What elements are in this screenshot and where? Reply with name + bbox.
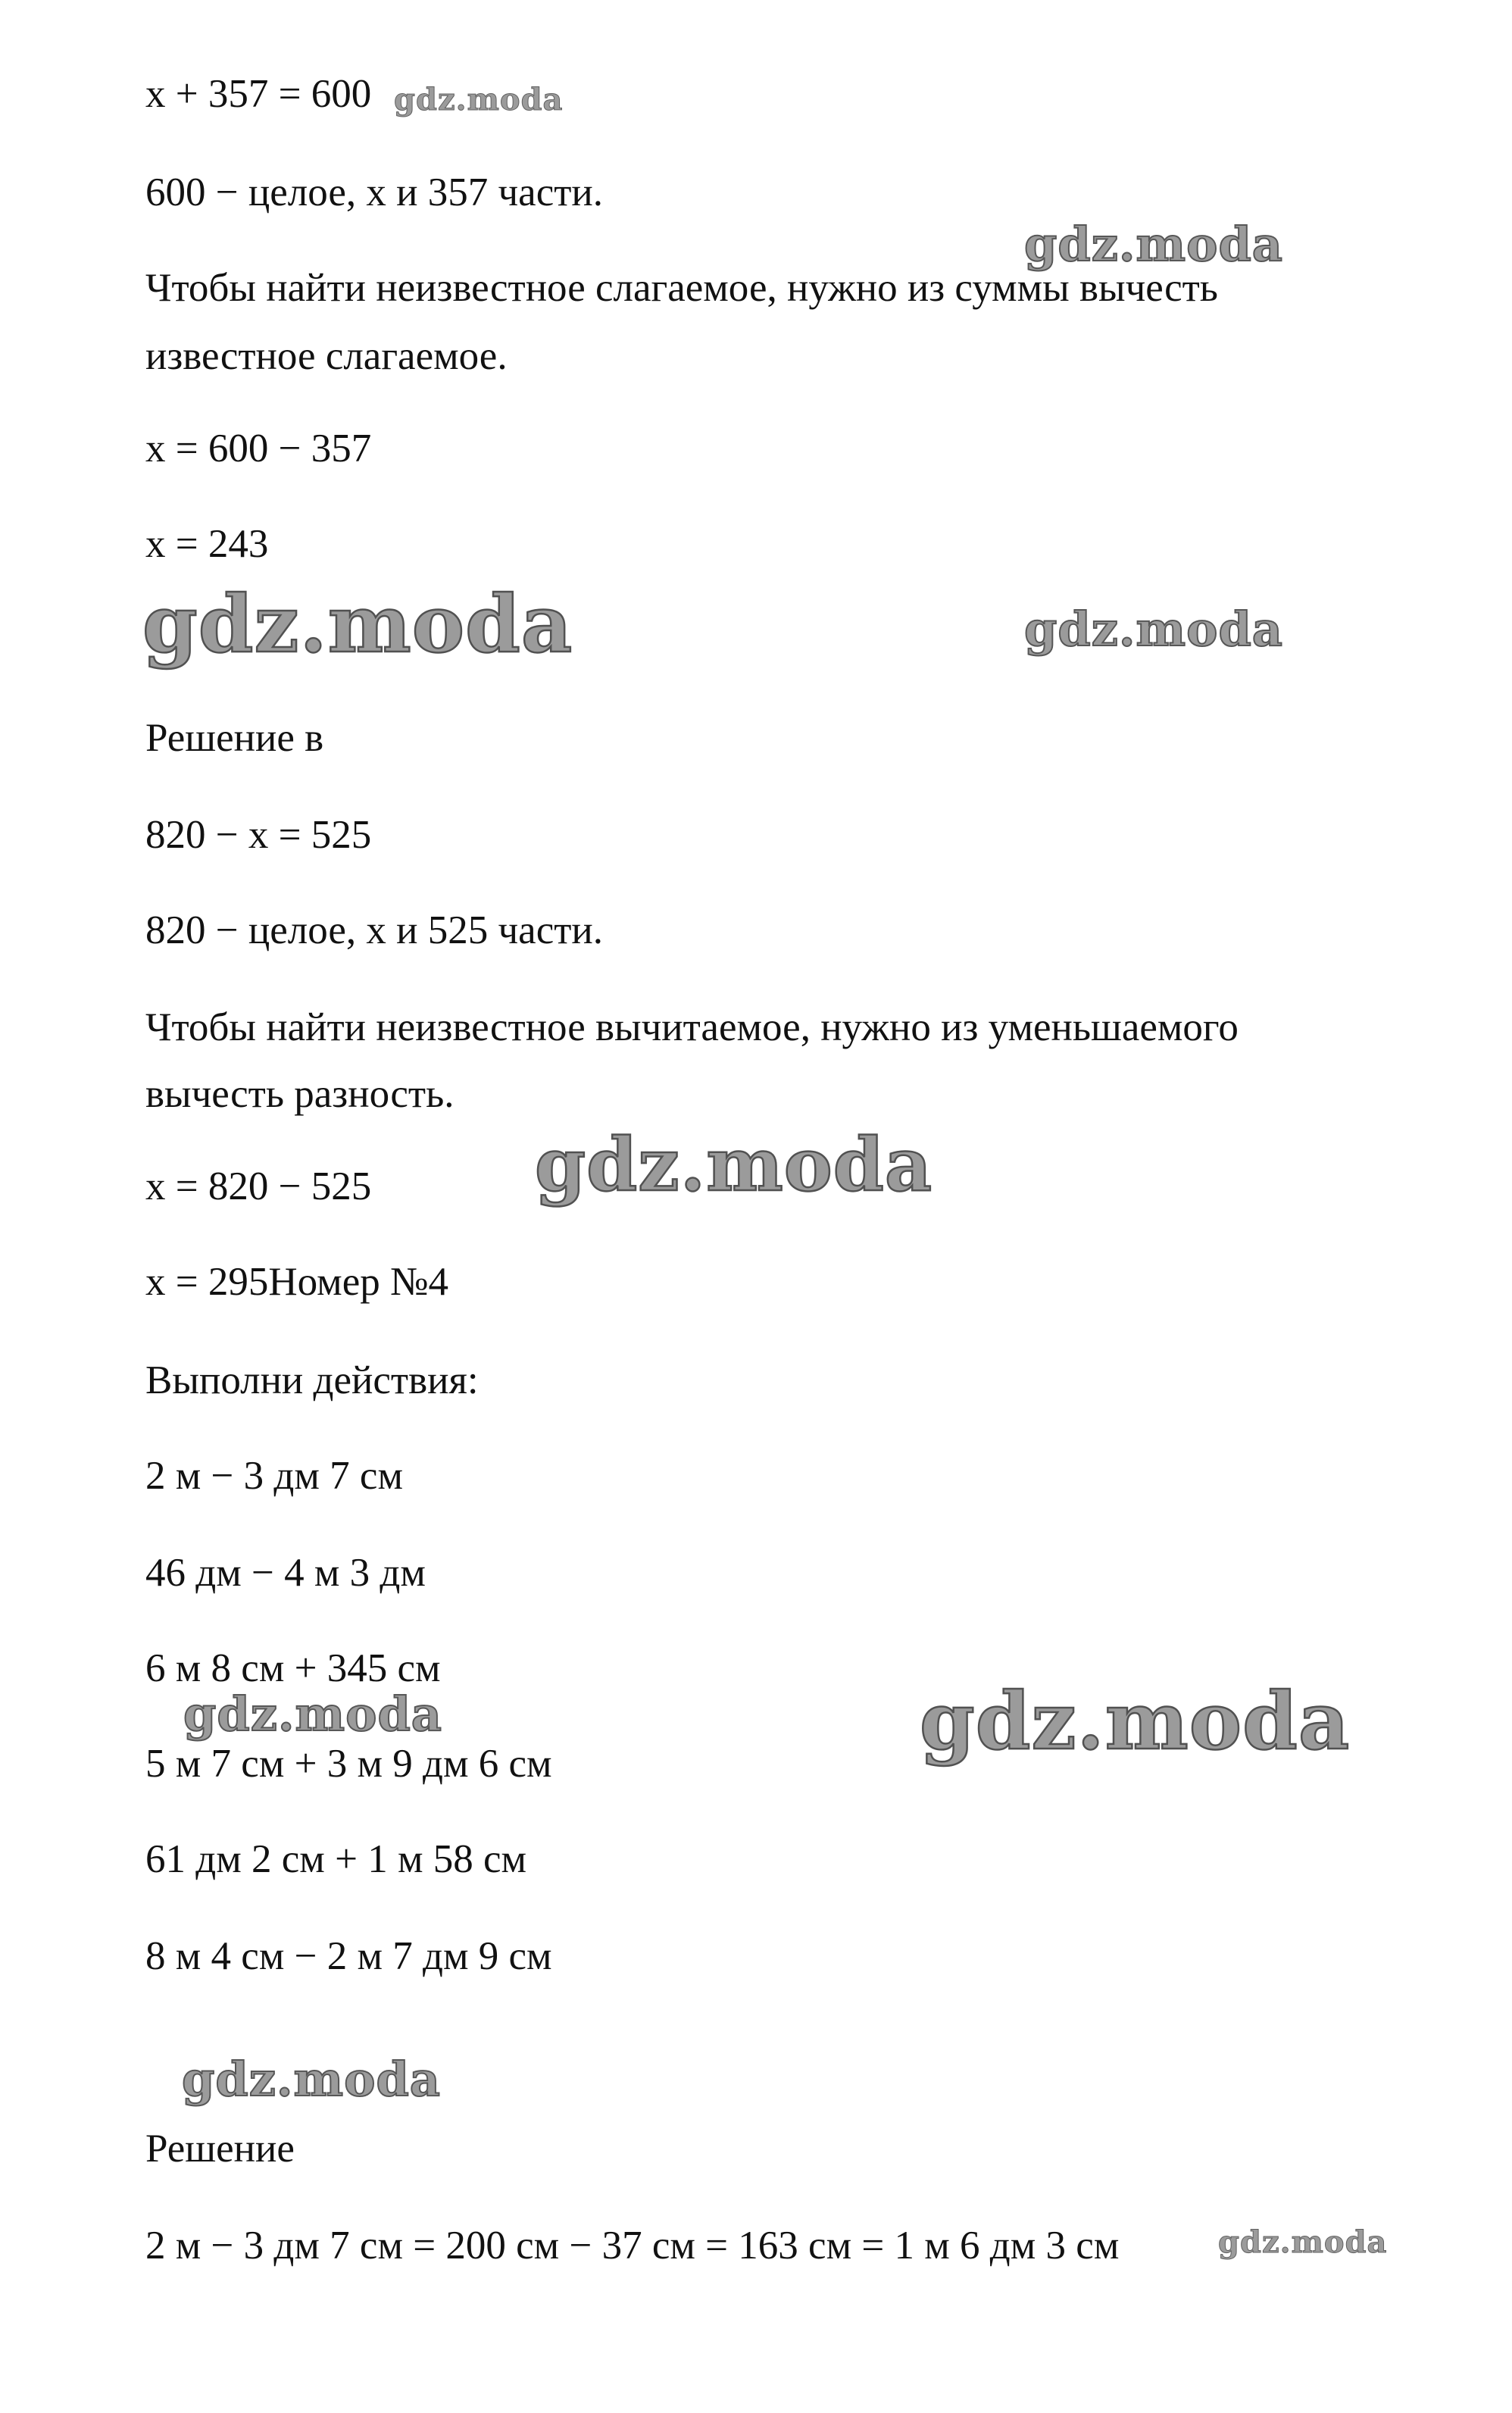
rule-line: Чтобы найти неизвестное вычитаемое, нужно из уменьшаемого bbox=[145, 1005, 1239, 1049]
rule-line: вычесть разность. bbox=[145, 1072, 455, 1116]
watermark-logo: gdz.moda bbox=[183, 1686, 442, 1742]
rule-line: известное слагаемое. bbox=[145, 334, 508, 378]
equation-line: 820 − x = 525 bbox=[145, 813, 372, 857]
watermark-logo: gdz.moda bbox=[1024, 602, 1283, 657]
text-line: 600 − целое, x и 357 части. bbox=[145, 170, 603, 214]
task-item: 8 м 4 см − 2 м 7 дм 9 см bbox=[145, 1934, 552, 1978]
watermark-logo: gdz.moda bbox=[1024, 217, 1283, 272]
watermark-logo: gdz.moda bbox=[394, 82, 564, 117]
task-item: 5 м 7 см + 3 м 9 дм 6 см bbox=[145, 1742, 552, 1786]
watermark-logo: gdz.moda bbox=[535, 1122, 933, 1208]
task-heading: Выполни действия: bbox=[145, 1358, 479, 1402]
equation-line: x = 295Номер №4 bbox=[145, 1260, 449, 1304]
solution-line: 2 м − 3 дм 7 см = 200 см − 37 см = 163 см = 1 м 6 дм 3 см bbox=[145, 2224, 1120, 2268]
section-heading: Решение в bbox=[145, 716, 324, 760]
text-line: 820 − целое, x и 525 части. bbox=[145, 908, 603, 952]
equation-line: x + 357 = 600 bbox=[145, 72, 372, 116]
watermark-logo: gdz.moda bbox=[920, 1674, 1351, 1768]
watermark-logo: gdz.moda bbox=[1218, 2224, 1388, 2260]
rule-line: Чтобы найти неизвестное слагаемое, нужно из суммы вычесть bbox=[145, 266, 1218, 310]
equation-line: x = 600 − 357 bbox=[145, 427, 372, 470]
task-item: 6 м 8 см + 345 см bbox=[145, 1646, 441, 1690]
task-item: 2 м − 3 дм 7 см bbox=[145, 1454, 403, 1498]
watermark-logo: gdz.moda bbox=[142, 577, 573, 670]
task-item: 46 дм − 4 м 3 дм bbox=[145, 1551, 426, 1595]
equation-line: x = 820 − 525 bbox=[145, 1164, 372, 1208]
section-heading: Решение bbox=[145, 2127, 295, 2171]
task-item: 61 дм 2 см + 1 м 58 см bbox=[145, 1837, 527, 1881]
equation-line: x = 243 bbox=[145, 522, 269, 566]
watermark-logo: gdz.moda bbox=[182, 2052, 441, 2107]
